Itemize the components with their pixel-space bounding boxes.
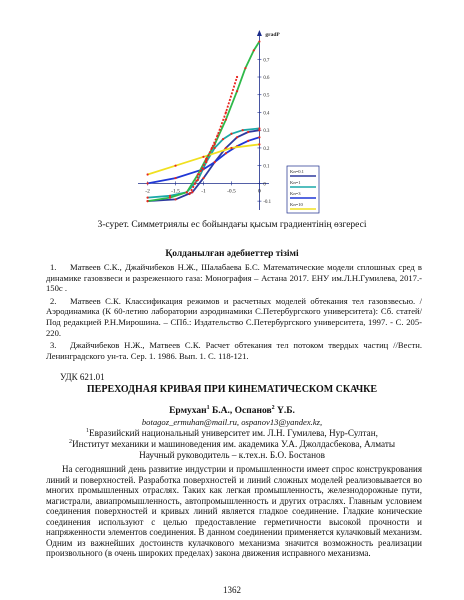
chart-legend bbox=[287, 166, 319, 213]
data-point bbox=[247, 131, 249, 133]
data-point bbox=[205, 159, 207, 161]
chart-series-layer bbox=[146, 40, 260, 202]
reference-text: Матвеев С.К., Джайчибеков Н.Ж., Шалабаева Б.С. Математические модели сплошных сред в динамике газовзвеси и разреженного газа: Монография – Астана 2017. ЕНУ им.Л.Н.Гумилева, 2017.- 150с . bbox=[46, 262, 422, 294]
data-point bbox=[258, 143, 260, 145]
data-point bbox=[169, 196, 171, 198]
data-point bbox=[146, 182, 148, 184]
reference-number: 3. bbox=[50, 340, 57, 351]
references-list bbox=[46, 262, 422, 363]
data-point bbox=[194, 182, 196, 184]
author-name: Ермухан bbox=[169, 406, 207, 417]
data-point bbox=[230, 133, 232, 135]
data-point bbox=[216, 134, 218, 136]
supervisor-line: Научный руководитель – к.тех.н. Б.О. Бостанов bbox=[139, 450, 325, 460]
data-point bbox=[188, 193, 190, 195]
affiliation-1 bbox=[0, 428, 464, 438]
data-point bbox=[202, 177, 204, 179]
affiliation-text: Институт механики и машиноведения им. академика У.А. Джолдасбекова, Алматы bbox=[71, 439, 396, 450]
x-tick-label: -2 bbox=[145, 188, 150, 195]
data-point bbox=[146, 200, 148, 202]
x-tick-label: 0 bbox=[258, 188, 261, 195]
author-emails: botagoz_ermuhan@mail.ru, ospanov13@yandex.kz, bbox=[141, 417, 323, 427]
data-point bbox=[146, 173, 148, 175]
affiliation-marker: 2 bbox=[68, 439, 72, 445]
data-point bbox=[174, 165, 176, 167]
x-tick-label: -1 bbox=[201, 188, 206, 195]
data-point bbox=[146, 196, 148, 198]
data-point bbox=[222, 138, 224, 140]
x-tick-label: -1.5 bbox=[171, 188, 180, 195]
legend-label: Kn=3 bbox=[290, 191, 301, 196]
legend-label: Kn=1 bbox=[290, 180, 301, 185]
y-tick-label: 0 bbox=[263, 182, 266, 188]
data-point bbox=[236, 76, 238, 78]
data-point bbox=[247, 140, 249, 142]
y-tick-label: -0.1 bbox=[263, 200, 272, 206]
pressure-gradient-chart bbox=[0, 0, 464, 222]
series-line bbox=[148, 137, 260, 183]
y-tick-label: 0.5 bbox=[263, 93, 270, 99]
y-axis-arrow bbox=[257, 30, 262, 36]
y-tick-label: 0.2 bbox=[263, 146, 270, 152]
y-tick-label: 0.6 bbox=[263, 76, 270, 82]
y-tick-label: 0.3 bbox=[263, 129, 270, 135]
data-point bbox=[200, 170, 202, 172]
legend-label: Kn=10 bbox=[290, 202, 303, 207]
paper-title: ПЕРЕХОДНАЯ КРИВАЯ ПРИ КИНЕМАТИЧЕСКОМ СКАЧКЕ bbox=[86, 384, 378, 395]
references-title: Қолданылған әдебиеттер тізімі bbox=[165, 249, 299, 259]
legend-label: Kn=0.1 bbox=[290, 169, 304, 174]
author-initials: Ү.Б. bbox=[274, 406, 295, 417]
data-point bbox=[244, 67, 246, 69]
author-affiliation-marker: 2 bbox=[271, 405, 275, 411]
y-tick-label: 0.7 bbox=[263, 58, 270, 64]
reference-text: Джайчибеков Н.Ж., Матвеев С.К. Расчет обтекания тел потоком твердых частиц //Вестн. Ленинградского ун-та. Сер. 1. 1986. Вып. 1. С. 118-121. bbox=[46, 340, 422, 361]
author-name: Оспанов bbox=[234, 406, 272, 417]
data-point bbox=[174, 198, 176, 200]
chart-axes bbox=[138, 30, 280, 210]
y-tick-label: 0.4 bbox=[263, 111, 270, 117]
reference-item bbox=[46, 340, 422, 361]
data-point bbox=[242, 129, 244, 131]
data-point bbox=[174, 177, 176, 179]
data-point bbox=[186, 191, 188, 193]
page-number: 1362 bbox=[223, 585, 241, 595]
data-point bbox=[191, 191, 193, 193]
data-point bbox=[225, 152, 227, 154]
reference-number: 2. bbox=[50, 295, 57, 306]
reference-item bbox=[46, 296, 422, 338]
data-point bbox=[236, 90, 238, 92]
affiliation-marker: 1 bbox=[86, 428, 90, 434]
data-point bbox=[258, 40, 260, 42]
data-point bbox=[214, 161, 216, 163]
affiliation-2 bbox=[0, 439, 464, 449]
y-tick-label: 0.1 bbox=[263, 164, 270, 170]
data-point bbox=[202, 156, 204, 158]
data-point bbox=[258, 136, 260, 138]
figure-caption: 3-сурет. Симметриялы ес бойындағы қысым градиентінің өзгересі bbox=[97, 220, 367, 230]
data-point bbox=[211, 147, 213, 149]
reference-text: Матвеев С.К. Классификация режимов и расчетных моделей обтекания тел газовзвесью. /Аэродинамика (К 60-летию лаборатории аэродинамики С.Петербургского университета): Сб. статей/ Под редакцией Р.Н.Мирошина. – СПб.: Издательство С.Петербургского университета, 1997. - С. 205-220. bbox=[46, 295, 422, 338]
reference-number: 1. bbox=[50, 262, 57, 272]
data-point bbox=[225, 118, 227, 120]
data-point bbox=[258, 127, 260, 129]
author-affiliation-marker: 1 bbox=[206, 405, 210, 411]
data-point bbox=[225, 111, 227, 113]
paper-authors bbox=[0, 405, 464, 416]
data-point bbox=[253, 49, 255, 51]
body-paragraph: На сегодняшний день развитие индустрии и промышленности имеет спрос конструкрования линий и поверхностей. Разработка поверхностей и линий сложных моделей реализовывается во многих промышленных отраслях. Таких как легкая промышленность, железнодорожные пути, магистрали, авиапромышленность, автопромышленность и других отраслях. Главным условием соединения поверхностей и кривых линий является гладкое соединение. Гладкие конические соединения используют с целью предоставление герметичности высокой прочности и напряженности элементов соединения. В данном соединении применяется кулачковый механизм. Одним из важнейших достоинств кулачкового механизма значится возможность реализации произвольного (в очень широких пределах) закона движения исправного механизма. bbox=[46, 464, 422, 558]
data-point bbox=[236, 136, 238, 138]
author-initials: Б.А., bbox=[209, 406, 235, 417]
reference-item bbox=[46, 262, 422, 294]
udk-code: УДК 621.01 bbox=[60, 372, 105, 382]
affiliation-text: Евразийский национальный университет им. Л.Н. Гумилева, Нур-Султан, bbox=[89, 428, 378, 439]
data-point bbox=[230, 147, 232, 149]
y-axis-label: gradP bbox=[265, 32, 280, 38]
x-tick-label: -0.5 bbox=[227, 188, 236, 195]
